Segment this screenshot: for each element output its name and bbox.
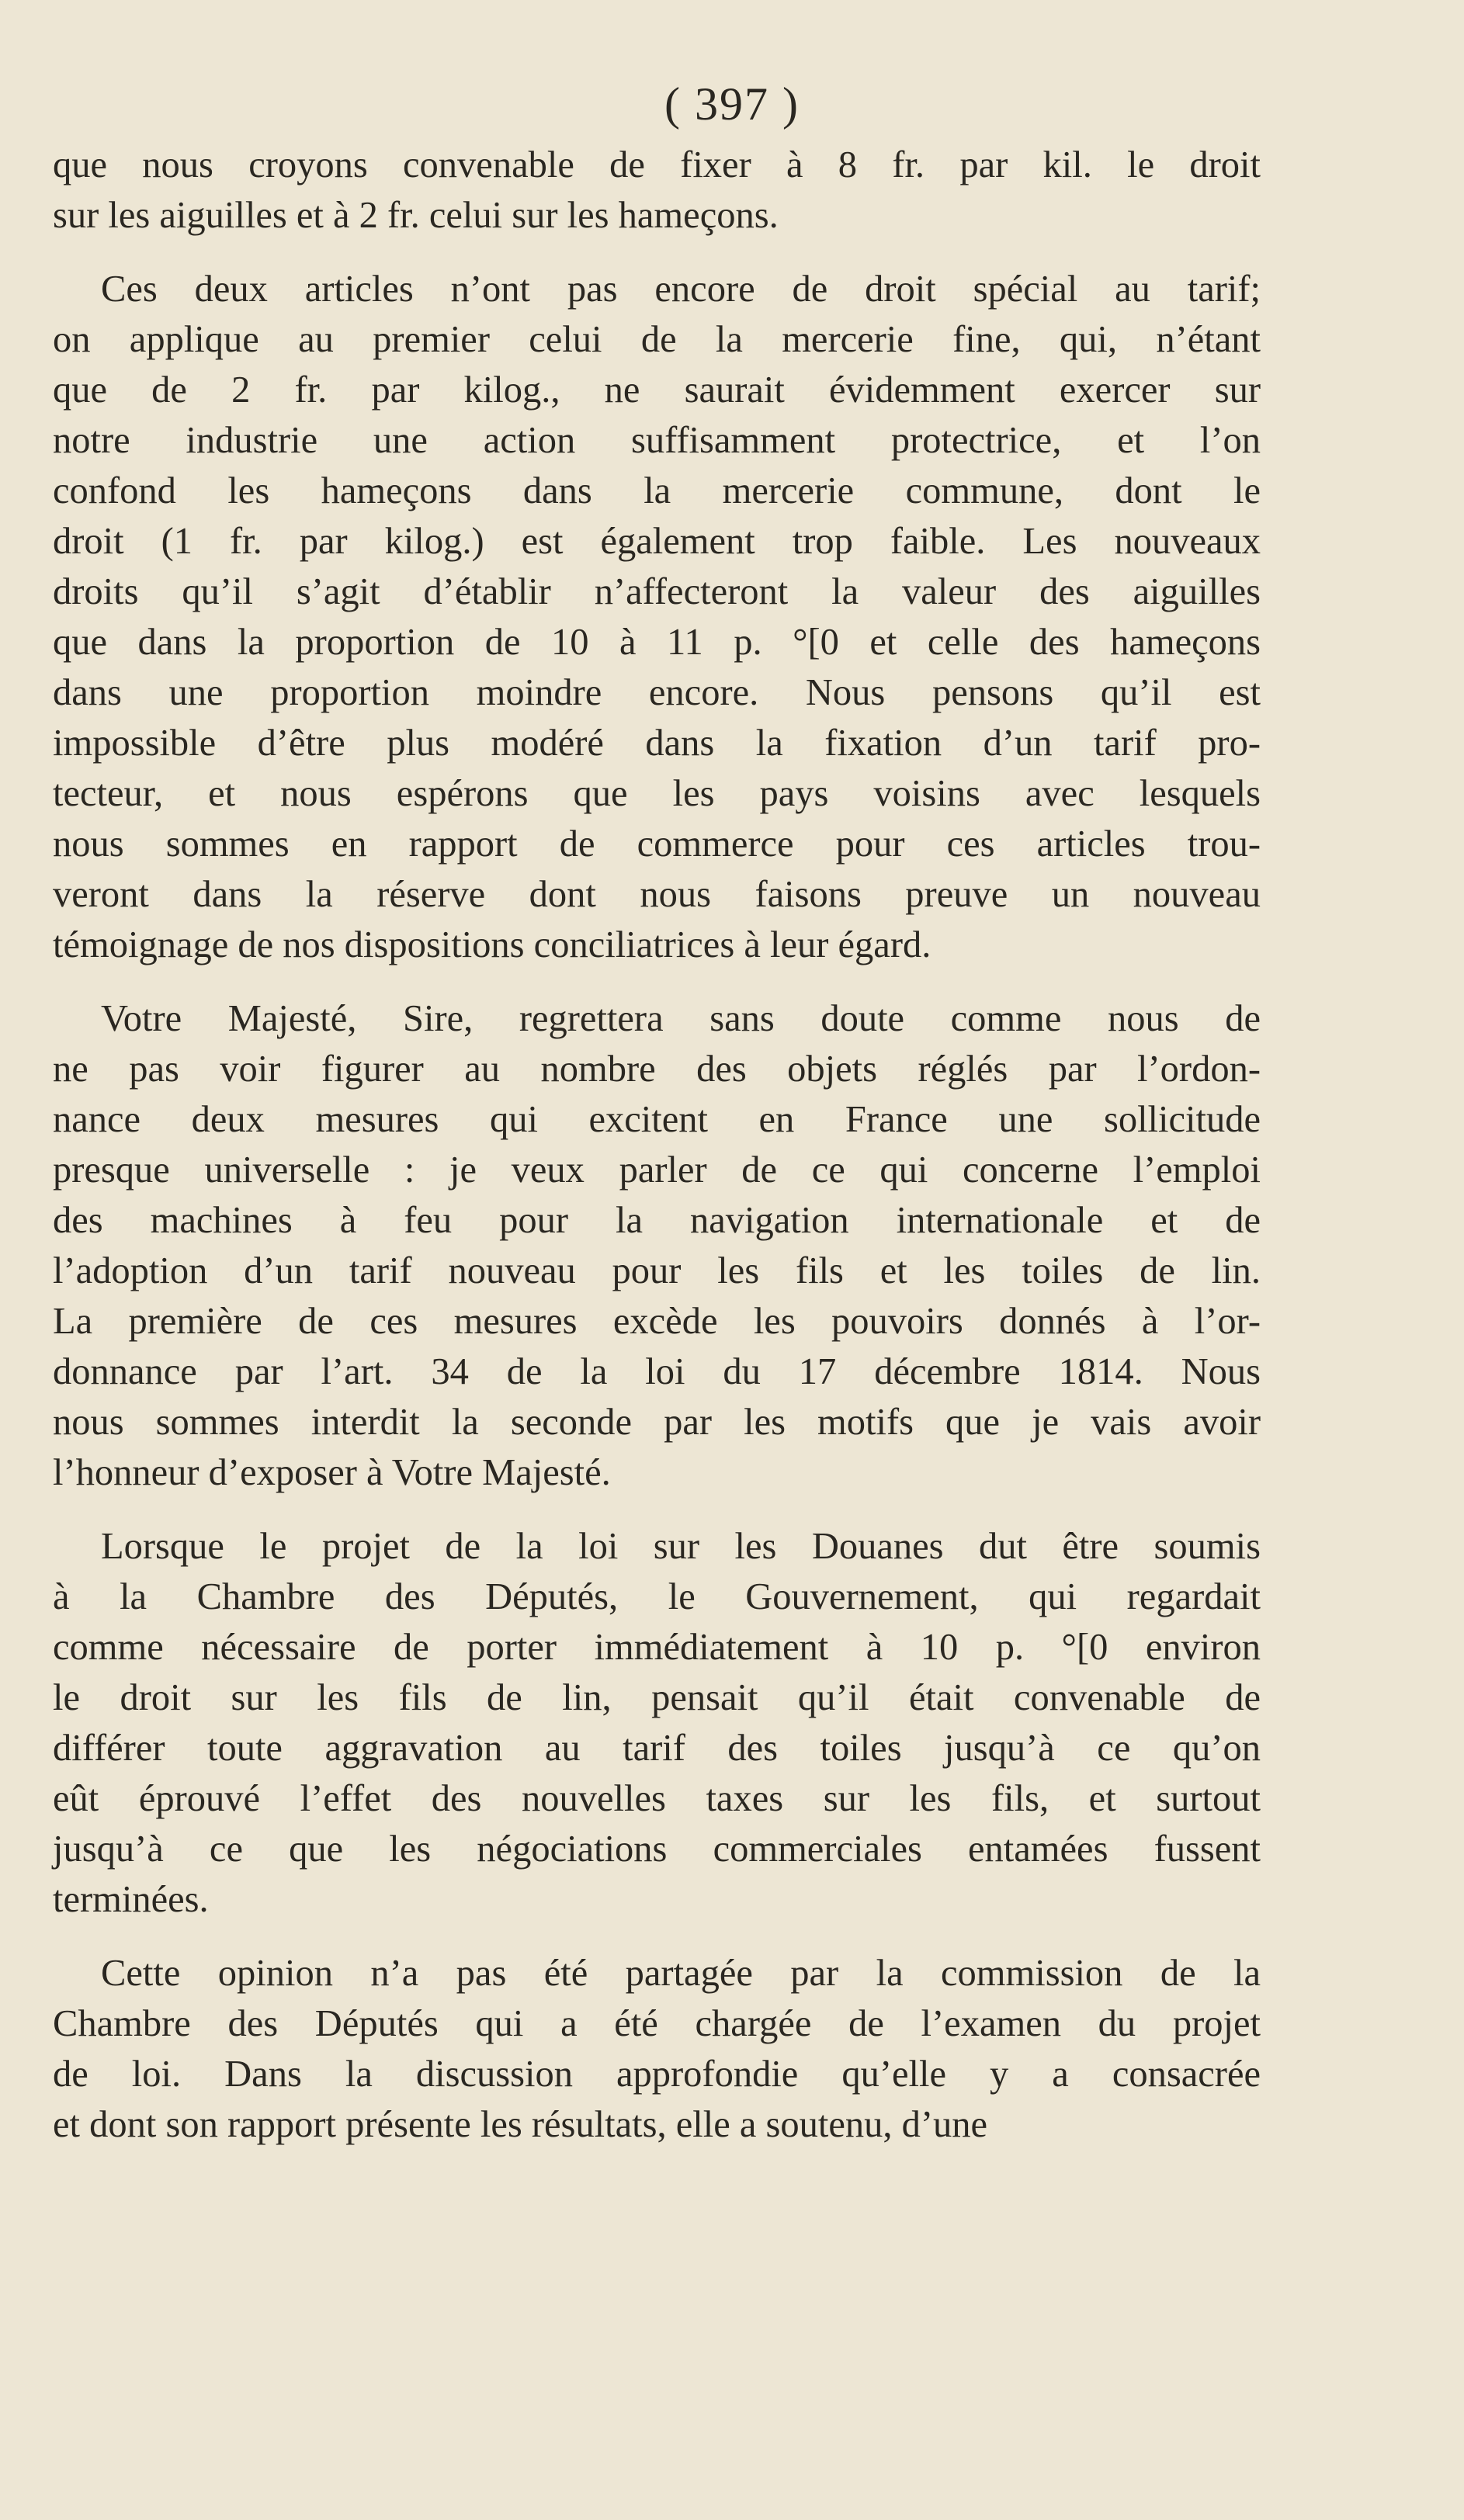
text-line: nous sommes interdit la seconde par les motifs que je vais avoir	[53, 1402, 1261, 1443]
text-line: différer toute aggravation au tarif des toiles jusqu’à ce qu’on	[53, 1728, 1261, 1769]
paragraph	[53, 140, 1261, 241]
text-line: nous sommes en rapport de commerce pour ces articles trou-	[53, 823, 1261, 865]
text-line: confond les hameçons dans la mercerie commune, dont le	[53, 470, 1261, 511]
text-line: que de 2 fr. par kilog., ne saurait évidemment exercer sur	[53, 369, 1261, 411]
text-line: impossible d’être plus modéré dans la fixation d’un tarif pro-	[53, 723, 1261, 764]
text-line: Votre Majesté, Sire, regrettera sans doute comme nous de	[101, 998, 1261, 1039]
text-line: et dont son rapport présente les résultats, elle a soutenu, d’une	[53, 2104, 988, 2145]
text-line: on applique au premier celui de la mercerie fine, qui, n’étant	[53, 319, 1261, 360]
text-line: La première de ces mesures excède les pouvoirs donnés à l’or-	[53, 1301, 1261, 1342]
text-line: dans une proportion moindre encore. Nous pensons qu’il est	[53, 672, 1261, 713]
text-line: terminées.	[53, 1879, 209, 1920]
text-line: que nous croyons convenable de fixer à 8 fr. par kil. le droit	[53, 144, 1261, 185]
text-line: de loi. Dans la discussion approfondie qu’elle y a consacrée	[53, 2054, 1261, 2095]
paragraph	[53, 993, 1261, 1498]
text-line: donnance par l’art. 34 de la loi du 17 décembre 1814. Nous	[53, 1351, 1261, 1392]
paragraph	[53, 1948, 1261, 2150]
text-line: Ces deux articles n’ont pas encore de droit spécial au tarif;	[101, 269, 1261, 310]
text-line: tecteur, et nous espérons que les pays voisins avec lesquels	[53, 773, 1261, 814]
text-line: droits qu’il s’agit d’établir n’affecteront la valeur des aiguilles	[53, 571, 1261, 612]
text-line: l’honneur d’exposer à Votre Majesté.	[53, 1452, 611, 1493]
text-line: veront dans la réserve dont nous faisons preuve un nouveau	[53, 874, 1261, 915]
text-line: jusqu’à ce que les négociations commerciales entamées fussent	[53, 1828, 1261, 1870]
text-line: comme nécessaire de porter immédiatement à 10 p. °[0 environ	[53, 1627, 1261, 1668]
text-line: des machines à feu pour la navigation internationale et de	[53, 1200, 1261, 1241]
page-number: ( 397 )	[664, 78, 800, 130]
text-line: témoignage de nos dispositions conciliatrices à leur égard.	[53, 924, 931, 965]
paragraph	[53, 264, 1261, 970]
text-line: eût éprouvé l’effet des nouvelles taxes sur les fils, et surtout	[53, 1778, 1261, 1819]
text-line: à la Chambre des Députés, le Gouvernement, qui regardait	[53, 1576, 1261, 1617]
text-line: Lorsque le projet de la loi sur les Douanes dut être soumis	[101, 1526, 1261, 1567]
text-line: que dans la proportion de 10 à 11 p. °[0 et celle des hameçons	[53, 622, 1261, 663]
paragraph	[53, 1521, 1261, 1925]
text-line: l’adoption d’un tarif nouveau pour les fils et les toiles de lin.	[53, 1250, 1261, 1291]
text-line: ne pas voir figurer au nombre des objets réglés par l’ordon-	[53, 1049, 1261, 1090]
text-line: sur les aiguilles et à 2 fr. celui sur les hameçons.	[53, 195, 779, 236]
text-line: Chambre des Députés qui a été chargée de l’examen du projet	[53, 2003, 1261, 2044]
body-text	[53, 140, 1261, 2173]
text-line: le droit sur les fils de lin, pensait qu’il était convenable de	[53, 1677, 1261, 1718]
text-line: droit (1 fr. par kilog.) est également trop faible. Les nouveaux	[53, 521, 1261, 562]
text-line: presque universelle : je veux parler de ce qui concerne l’emploi	[53, 1149, 1261, 1191]
text-line: Cette opinion n’a pas été partagée par la commission de la	[101, 1953, 1261, 1994]
text-line: nance deux mesures qui excitent en France une sollicitude	[53, 1099, 1261, 1140]
text-line: notre industrie une action suffisamment protectrice, et l’on	[53, 420, 1261, 461]
